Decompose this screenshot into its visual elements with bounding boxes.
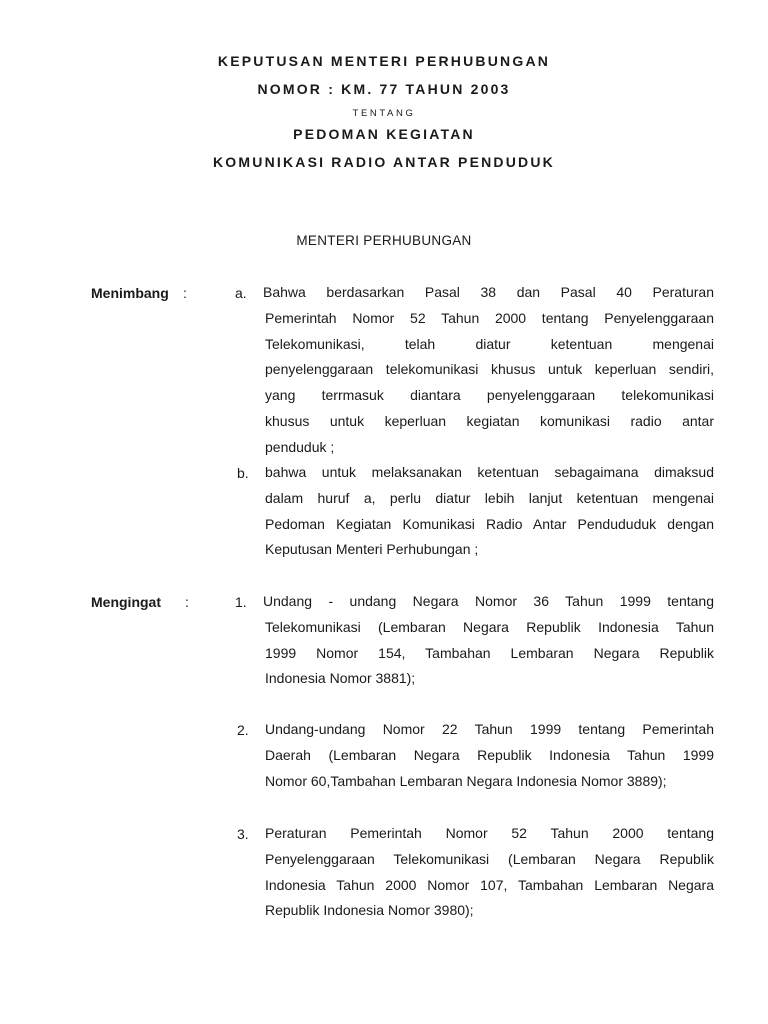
text-line: Telekomunikasi, telah diatur ketentuan mengenai	[265, 335, 714, 352]
text-line: khusus untuk keperluan kegiatan komunikasi radio antar	[265, 412, 714, 429]
mengingat-item-3-marker: 3.	[237, 826, 249, 842]
subject-line-1: PEDOMAN KEGIATAN	[293, 126, 475, 142]
menimbang-item-a	[263, 280, 714, 461]
text-line: Daerah (Lembaran Negara Republik Indonesia Tahun 1999	[265, 746, 714, 763]
decree-title: KEPUTUSAN MENTERI PERHUBUNGAN	[217, 53, 551, 69]
text-line: yang terrmasuk diantara penyelenggaraan telekomunikasi	[265, 387, 714, 404]
text-line: 1999 Nomor 154, Tambahan Lembaran Negara Republik	[265, 644, 714, 661]
menimbang-item-b	[265, 460, 714, 563]
text-line: bahwa untuk melaksanakan ketentuan sebagaimana dimaksud	[265, 464, 714, 480]
text-line: penyelenggaraan telekomunikasi khusus untuk keperluan sendiri,	[265, 361, 714, 378]
menimbang-item-a-marker: a.	[235, 285, 247, 301]
text-line: Pedoman Kegiatan Komunikasi Radio Antar Pendududuk dengan	[265, 515, 714, 532]
text-line: Penyelenggaraan Telekomunikasi (Lembaran Negara Republik	[265, 850, 714, 867]
tentang-label: TENTANG	[352, 108, 416, 119]
menimbang-colon: :	[183, 285, 187, 301]
text-line: Peraturan Pemerintah Nomor 52 Tahun 2000 tentang	[265, 825, 714, 841]
text-line: Telekomunikasi (Lembaran Negara Republik Indonesia Tahun	[265, 618, 714, 635]
mengingat-label: Mengingat	[91, 594, 161, 610]
subject-line-2: KOMUNIKASI RADIO ANTAR PENDUDUK	[213, 154, 555, 170]
text-line: Indonesia Tahun 2000 Nomor 107, Tambahan Lembaran Negara	[265, 876, 714, 893]
menimbang-item-b-marker: b.	[237, 465, 249, 481]
text-line: Pemerintah Nomor 52 Tahun 2000 tentang Penyelenggaraan	[265, 309, 714, 326]
text-line: Undang-undang Nomor 22 Tahun 1999 tentang Pemerintah	[265, 721, 714, 737]
text-line: Undang - undang Negara Nomor 36 Tahun 1999 tentang	[263, 593, 714, 609]
text-line: dalam huruf a, perlu diatur lebih lanjut ketentuan mengenai	[265, 489, 714, 506]
text-line: Republik Indonesia Nomor 3980);	[265, 902, 474, 919]
mengingat-item-2	[265, 717, 714, 794]
mengingat-item-1	[263, 589, 714, 692]
minister-heading: MENTERI PERHUBUNGAN	[296, 233, 472, 248]
menimbang-label: Menimbang	[91, 285, 169, 301]
text-line: penduduk ;	[265, 438, 335, 455]
mengingat-item-2-marker: 2.	[237, 722, 249, 738]
decree-number: NOMOR : KM. 77 TAHUN 2003	[257, 81, 511, 97]
text-line: Nomor 60,Tambahan Lembaran Negara Indonesia Nomor 3889);	[265, 772, 667, 789]
text-line: Bahwa berdasarkan Pasal 38 dan Pasal 40 Peraturan	[263, 284, 714, 300]
mengingat-colon: :	[185, 594, 189, 610]
mengingat-item-1-marker: 1.	[235, 594, 247, 610]
text-line: Indonesia Nomor 3881);	[265, 670, 416, 687]
mengingat-item-3	[265, 821, 714, 924]
text-line: Keputusan Menteri Perhubungan ;	[265, 541, 479, 558]
